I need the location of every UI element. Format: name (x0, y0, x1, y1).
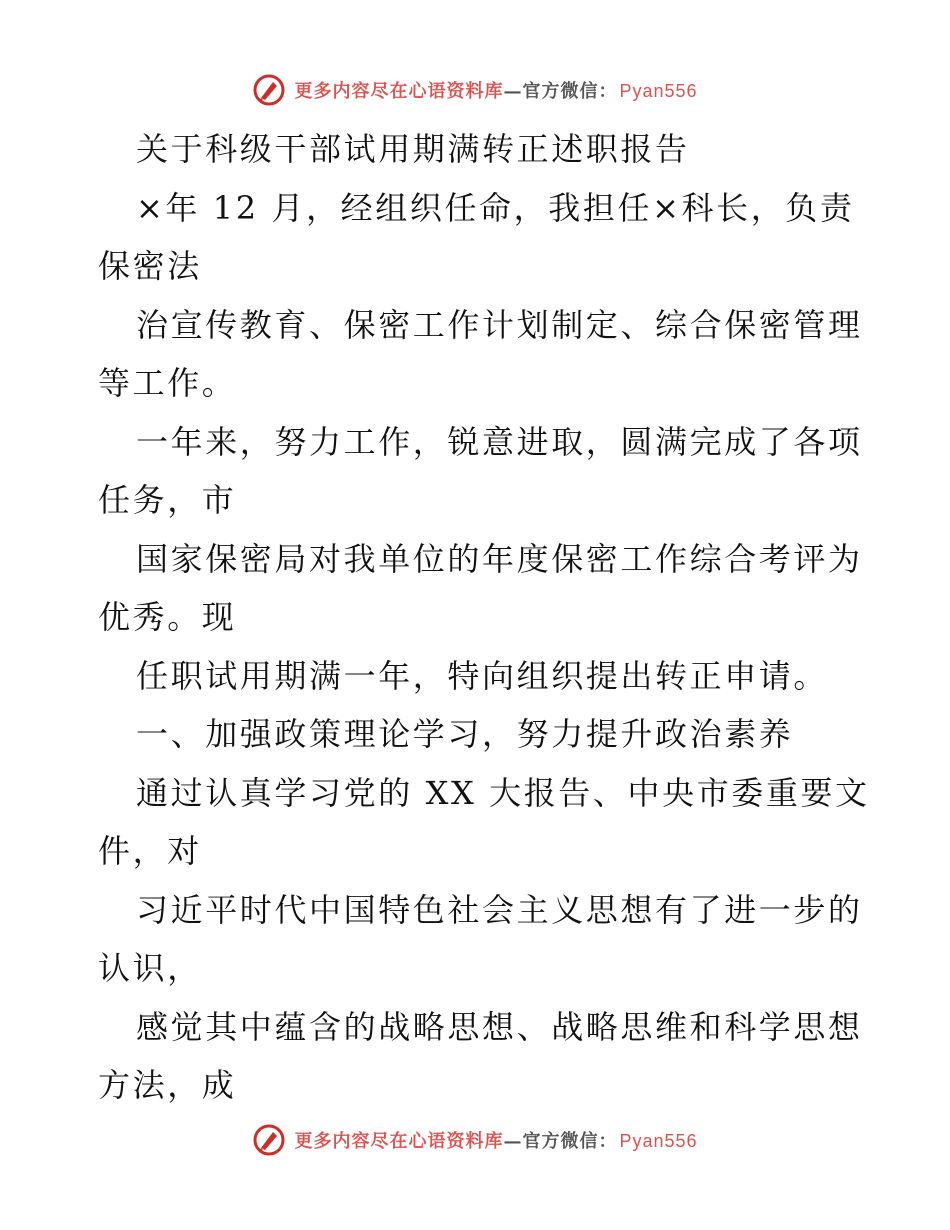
pen-nib-logo-icon (252, 1123, 286, 1157)
text-line: 关于科级干部试用期满转正述职报告 (136, 130, 690, 168)
banner-text (294, 1127, 697, 1153)
banner-wechat-label: 官方微信： (522, 81, 618, 102)
text-line: ×年 12 月，经组织任命，我担任×科长，负责 (136, 188, 855, 227)
text-line: 保密法 (98, 247, 202, 285)
header-banner (0, 70, 950, 110)
text-line: 通过认真学习党的 XX 大报告、中央市委重要文 (136, 773, 870, 812)
document-body (98, 120, 870, 1115)
text-line: 一年来，努力工作，锐意进取，圆满完成了各项 (136, 422, 863, 461)
banner-wechat-id: Pyan556 (619, 1131, 698, 1151)
footer-banner (0, 1120, 950, 1160)
text-line: 感觉其中蕴含的战略思想、战略思维和科学思想 (136, 1007, 863, 1046)
text-line: 国家保密局对我单位的年度保密工作综合考评为 (136, 539, 863, 578)
text-line: 件，对 (98, 832, 202, 870)
text-line: 习近平时代中国特色社会主义思想有了进一步的 (136, 890, 863, 929)
banner-separator: — (503, 81, 523, 102)
banner-text (294, 77, 697, 103)
text-line: 等工作。 (98, 364, 237, 402)
text-line: 治宣传教育、保密工作计划制定、综合保密管理 (136, 305, 863, 344)
text-line: 一、加强政策理论学习，努力提升政治素养 (136, 715, 794, 753)
text-line: 方法，成 (98, 1066, 237, 1104)
pen-nib-logo-icon (252, 73, 286, 107)
banner-separator: — (503, 1131, 523, 1152)
banner-brand-text: 更多内容尽在心语资料库 (294, 1131, 504, 1152)
text-line: 任职试用期满一年，特向组织提出转正申请。 (136, 656, 829, 695)
text-line: 优秀。现 (98, 598, 237, 636)
text-line: 认识， (98, 949, 202, 987)
text-line: 任务，市 (98, 481, 237, 519)
banner-wechat-label: 官方微信： (522, 1131, 618, 1152)
banner-brand-text: 更多内容尽在心语资料库 (294, 81, 504, 102)
banner-wechat-id: Pyan556 (619, 81, 698, 101)
